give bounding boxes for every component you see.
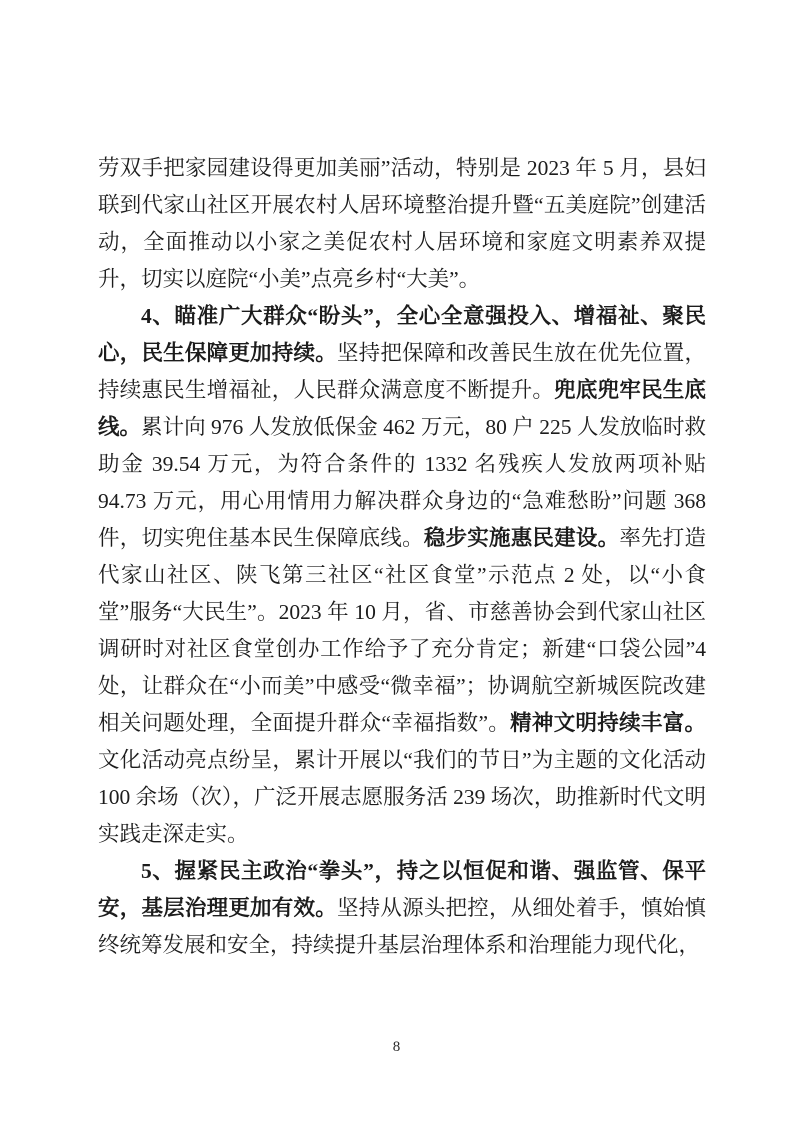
paragraph-text-run: 文化活动亮点纷呈，累计开展以“我们的节日”为主题的文化活动 100 余场（次），广泛开展志愿服务活 239 场次，助推新时代文明实践走深走实。: [98, 748, 706, 846]
paragraph-text-run: 率先打造代家山社区、陕飞第三社区“社区食堂”示范点 2 处，以“小食堂”服务“大民生”。2023 年 10 月，省、市慈善协会到代家山社区调研时对社区食堂创办工作给予了充分肯定；新建“口袋公园”4 处，让群众在“小而美”中感受“微幸福”；协调航空新城医院改建相关问题处理，全面提升群众“幸福指数”。: [98, 526, 706, 735]
paragraph-section-4: [98, 298, 706, 853]
subheading-run: 精神文明持续丰富。: [510, 711, 706, 735]
paragraph-text-run: 劳双手把家园建设得更加美丽”活动，特别是 2023 年 5 月，县妇联到代家山社区开展农村人居环境整治提升暨“五美庭院”创建活动，全面推动以小家之美促农村人居环境和家庭文明素养双提升，切实以庭院“小美”点亮乡村“大美”。: [98, 156, 706, 291]
paragraph-text-run: 坚持把保障和改善民生放在优先位置，持续惠民生增福祉，人民群众满意度不断提升。: [98, 341, 706, 402]
paragraph-text-run: 坚持从源头把控，从细处着手，慎始慎终统筹发展和安全，持续提升基层治理体系和治理能力现代化，: [98, 896, 706, 957]
paragraph-text-run: 累计向 976 人发放低保金 462 万元，80 户 225 人发放临时救助金 39.54 万元，为符合条件的 1332 名残疾人发放两项补贴 94.73 万元，用心用情用力解决群众身边的“急难愁盼”问题 368 件，切实兜住基本民生保障底线。: [98, 415, 706, 550]
paragraph-section-5: [98, 853, 706, 964]
paragraph-continuation: [98, 150, 706, 298]
document-body: [98, 150, 706, 964]
page-number: 8: [392, 1039, 401, 1055]
subheading-run: 稳步实施惠民建设。: [423, 526, 620, 550]
subheading-run: 兜底兜牢民生底线。: [98, 378, 706, 439]
section-4-heading-run: 4、瞄准广大群众“盼头”，全心全意强投入、增福祉、聚民心，民生保障更加持续。: [98, 304, 706, 365]
section-5-heading-run: 5、握紧民主政治“拳头”，持之以恒促和谐、强监管、保平安，基层治理更加有效。: [98, 859, 706, 920]
